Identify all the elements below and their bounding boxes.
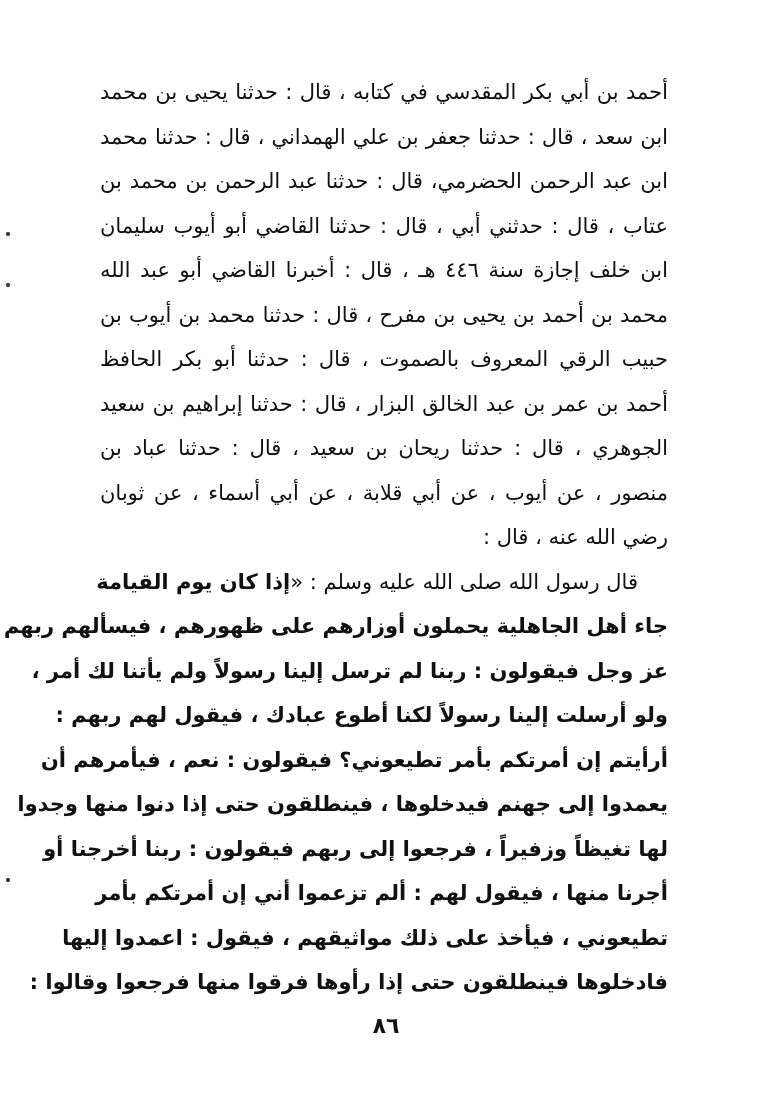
text-line: رضي الله عنه ، قال : <box>483 525 668 549</box>
hadith-line: أجرنا منها ، فيقول لهم : ألم تزعموا أني إن أمرتكم بأمر <box>95 881 668 905</box>
text-line: حبيب الرقي المعروف بالصموت ، قال : حدثنا أبو بكر الحافظ <box>100 347 668 371</box>
text-line: أحمد بن أبي بكر المقدسي في كتابه ، قال : حدثنا يحيى بن محمد <box>100 80 668 104</box>
hadith-intro: قال رسول الله صلى الله عليه وسلم : « <box>290 569 638 594</box>
text-line: محمد بن أحمد بن يحيى بن مفرح ، قال : حدثنا محمد بن أيوب بن <box>100 302 668 327</box>
margin-mark <box>6 878 10 882</box>
hadith-line: يعمدوا إلى جهنم فيدخلوها ، فينطلقون حتى إذا دنوا منها وجدوا <box>17 792 668 816</box>
margin-mark <box>6 283 10 287</box>
page-body <box>3 70 668 1005</box>
text-line: منصور ، عن أيوب ، عن أبي قلابة ، عن أبي أسماء ، عن ثوبان <box>100 480 668 505</box>
text-line: عتاب ، قال : حدثني أبي ، قال : حدثنا القاضي أبو أيوب سليمان <box>100 213 668 238</box>
text-line: الجوهري ، قال : حدثنا ريحان بن سعيد ، قال : حدثنا عباد بن <box>100 436 668 460</box>
text-line: ابن سعد ، قال : حدثنا جعفر بن علي الهمداني ، قال : حدثنا محمد <box>100 124 668 149</box>
hadith-line: تطيعوني ، فيأخذ على ذلك مواثيقهم ، فيقول : اعمدوا إليها <box>62 925 668 950</box>
hadith-line: عز وجل فيقولون : ربنا لم ترسل إلينا رسولاً ولم يأتنا لك أمر ، <box>31 658 668 683</box>
text-line: أحمد بن عمر بن عبد الخالق البزار ، قال : حدثنا إبراهيم بن سعيد <box>100 391 668 416</box>
hadith-line: فادخلوها فينطلقون حتى إذا رأوها فرقوا منها فرجعوا وقالوا : <box>29 970 668 994</box>
hadith-line: أرأيتم إن أمرتكم بأمر تطيعوني؟ فيقولون : نعم ، فيأمرهم أن <box>40 747 668 772</box>
text-line: ابن عبد الرحمن الحضرمي، قال : حدثنا عبد الرحمن بن محمد بن <box>100 169 668 193</box>
hadith-line: جاء أهل الجاهلية يحملون أوزارهم على ظهورهم ، فيسألهم ربهم <box>3 614 668 638</box>
margin-mark <box>6 232 10 236</box>
hadith-line: لها تغيظاً وزفيراً ، فرجعوا إلى ربهم فيقولون : ربنا أخرجنا أو <box>43 836 668 861</box>
hadith-opening-line <box>96 560 668 605</box>
hadith-line: ولو أرسلت إلينا رسولاً لكنا أطوع عبادك ، فيقول لهم ربهم : <box>55 703 668 727</box>
page-number: ٨٦ <box>372 1014 400 1039</box>
hadith-opening-bold: إذا كان يوم القيامة <box>96 569 291 594</box>
text-line: ابن خلف إجازة سنة ٤٤٦ هـ ، قال : أخبرنا القاضي أبو عبد الله <box>100 258 668 282</box>
